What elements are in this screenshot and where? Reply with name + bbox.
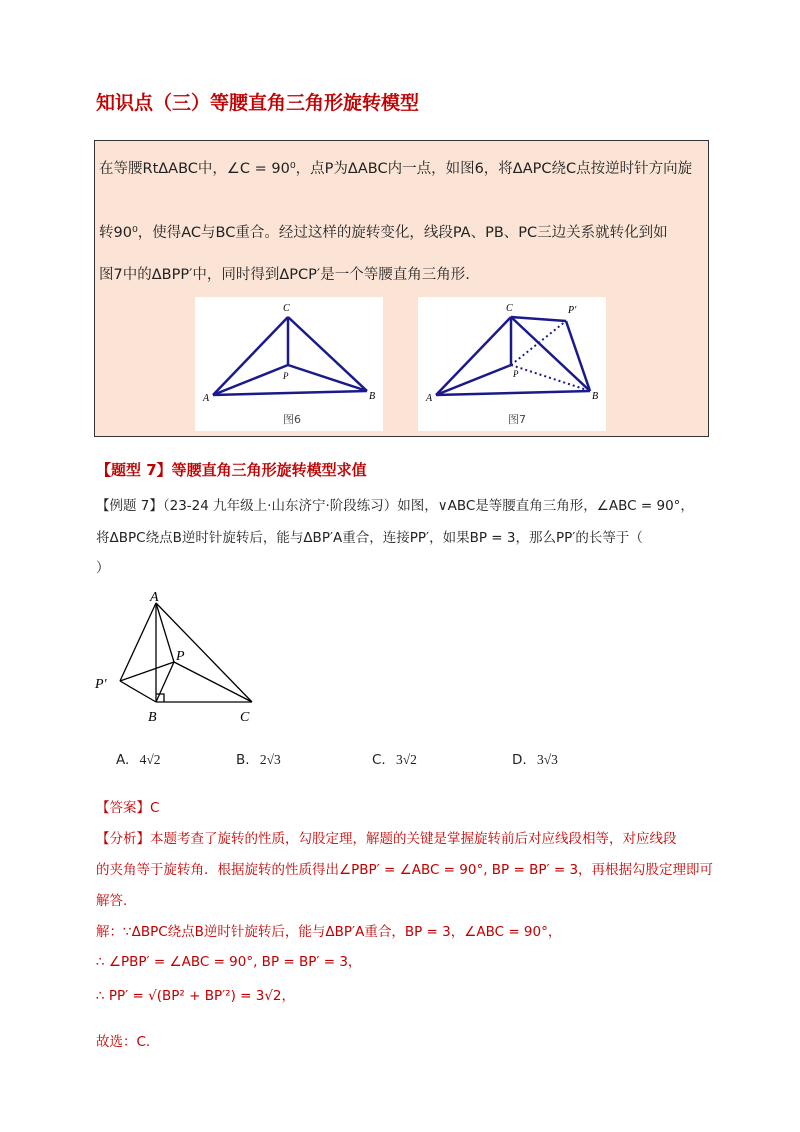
figure-7 — [418, 297, 606, 431]
diagram-label-pp: P′ — [95, 677, 107, 692]
analysis-line-1: 【分析】本题考查了旋转的性质，勾股定理，解题的关键是掌握旋转前后对应线段相等，对应线段 — [96, 831, 677, 847]
option-b[interactable] — [236, 752, 281, 768]
fig7-label-pp: P′ — [568, 305, 577, 316]
fig6-label-c: C — [283, 303, 290, 314]
question-type-heading: 【题型 7】等腰直角三角形旋转模型求值 — [96, 461, 367, 479]
fig6-edge-ap — [213, 365, 288, 395]
fig7-label-c: C — [506, 303, 513, 314]
option-d[interactable] — [512, 752, 558, 768]
option-d-value: 3√3 — [536, 752, 558, 767]
diagram-label-c: C — [240, 710, 250, 725]
option-b-value: 2√3 — [259, 752, 281, 767]
fig6-caption: 图6 — [283, 413, 301, 426]
figure-6 — [195, 297, 383, 431]
option-d-letter: D. — [512, 752, 527, 768]
fig7-caption: 图7 — [508, 413, 526, 426]
answer: 【答案】C — [96, 800, 160, 816]
fig7-label-a: A — [426, 393, 433, 404]
example-diagram — [90, 588, 270, 728]
fig6-edge-ac — [213, 317, 288, 395]
section-title: 知识点（三）等腰直角三角形旋转模型 — [96, 92, 420, 114]
option-b-letter: B. — [236, 752, 250, 768]
intro-line-3: 图7中的ΔBPP′中，同时得到ΔPCP′是一个等腰直角三角形. — [99, 267, 470, 283]
solution-line-1: 解：∵ΔBPC绕点B逆时针旋转后，能与ΔBP′A重合，BP = 3，∠ABC = 90°， — [96, 924, 562, 940]
option-c-letter: C. — [372, 752, 386, 768]
fig6-edge-cb — [288, 317, 367, 391]
option-c[interactable] — [372, 752, 417, 768]
intro-line-1: 在等腰RtΔABC中，∠C = 90⁰，点P为ΔABC内一点，如图6，将ΔAPC绕C点按逆时针方向旋 — [99, 161, 693, 177]
option-a-letter: A. — [116, 752, 130, 768]
intro-box — [94, 140, 709, 437]
fig7-label-p: P — [513, 369, 519, 379]
option-a[interactable] — [116, 752, 161, 768]
option-c-value: 3√2 — [396, 752, 417, 767]
analysis-line-3: 解答. — [96, 893, 128, 909]
diagram-label-b: B — [148, 710, 157, 725]
fig6-edge-pb — [288, 365, 367, 391]
fig6-label-b: B — [369, 391, 376, 402]
analysis-line-2: 的夹角等于旋转角．根据旋转的性质得出∠PBP′ = ∠ABC = 90°, BP = BP′ = 3，再根据勾股定理即可 — [96, 862, 714, 878]
solution-line-2: ∴ ∠PBP′ = ∠ABC = 90°, BP = BP′ = 3， — [96, 954, 362, 970]
solution-line-3: ∴ PP′ = √(BP² + BP′²) = 3√2， — [96, 988, 296, 1004]
fig6-edge-ab — [213, 391, 367, 395]
diagram-label-p: P — [176, 649, 185, 664]
fig6-label-p: P — [283, 371, 289, 381]
example-line-3: ） — [96, 560, 110, 576]
fig7-label-b: B — [592, 391, 599, 402]
diagram-label-a: A — [150, 590, 159, 605]
intro-line-2: 转90⁰，使得AC与BC重合。经过这样的旋转变化，线段PA、PB、PC三边关系就转化到如 — [99, 225, 668, 241]
example-line-2: 将ΔBPC绕点B逆时针旋转后，能与ΔBP′A重合，连接PP′，如果BP = 3，那么PP′的长等于（ — [96, 530, 643, 546]
solution-line-4: 故选：C. — [96, 1034, 151, 1050]
fig6-label-a: A — [203, 393, 210, 404]
example-line-1: 【例题 7】（23-24 九年级上·山东济宁·阶段练习）如图，∨ABC是等腰直角三角形，∠ABC = 90°， — [96, 498, 694, 514]
option-a-value: 4√2 — [139, 752, 161, 767]
